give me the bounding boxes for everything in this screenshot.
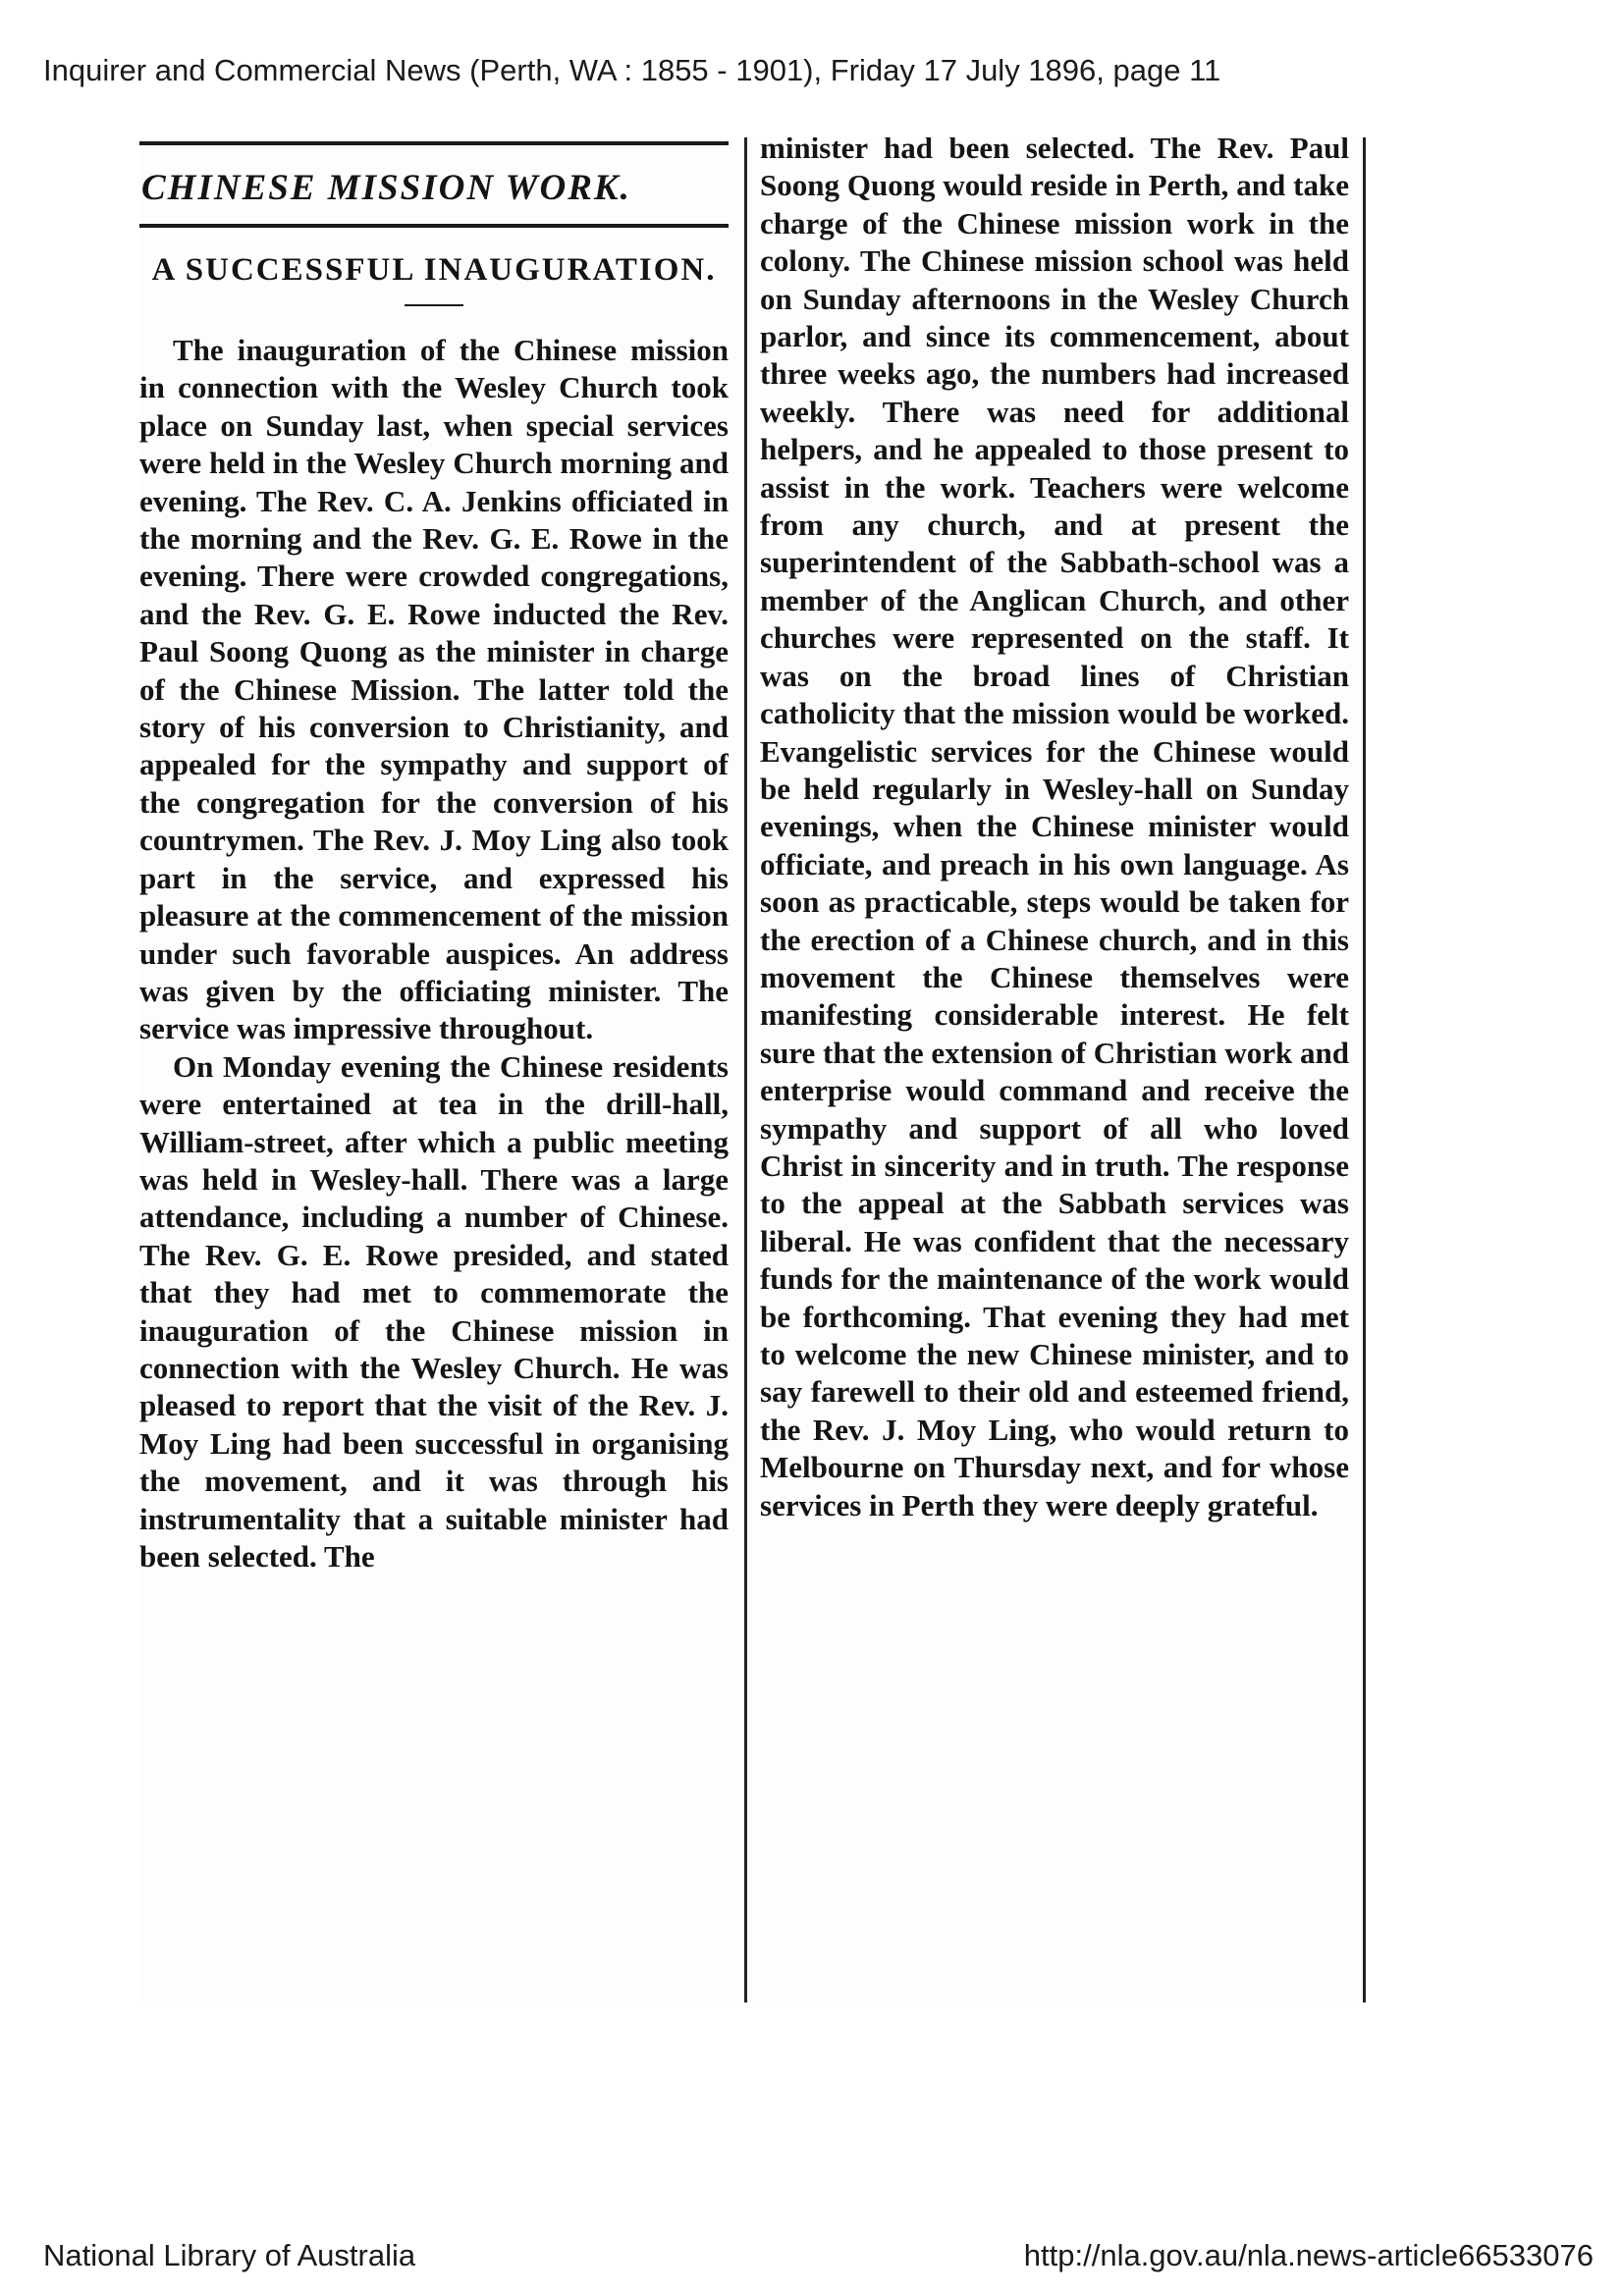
- article-subheadline: A SUCCESSFUL INAUGURATION.: [151, 252, 717, 288]
- article-column-left: [139, 137, 729, 2002]
- page-citation: Inquirer and Commercial News (Perth, WA : 1855 - 1901), Friday 17 July 1896, page 11: [43, 53, 1221, 87]
- article-continuation: minister had been selected. The Rev. Paul Soong Quong would reside in Perth, and take charge of the Chinese mission work in the colony. The Chinese mission school was held on Sunday afternoons in the Wesley Church parlor, and since its commencement, about three weeks ago, the numbers had increased weekly. There was need for additional helpers, and he appealed to those present to assist in the work. Teachers were welcome from any church, and at present the superintendent of the Sabbath-school was a member of the Anglican Church, and other churches were represented on the staff. It was on the broad lines of Christian catholicity that the mission would be worked. Evangelistic services for the Chinese would be held regularly in Wesley-hall on Sunday evenings, when the Chinese minister would officiate, and preach in his own language. As soon as practicable, steps would be taken for the erection of a Chinese church, and in this movement the Chinese themselves were manifesting considerable interest. He felt sure that the extension of Christian work and enterprise would command and receive the sympathy and support of all who loved Christ in sincerity and in truth. The response to the appeal at the Sabbath services was liberal. He was confident that the necessary funds for the maintenance of the work would be forthcoming. That evening they had met to welcome the new Chinese minister, and to say farewell to their old and esteemed friend, the Rev. J. Moy Ling, who would return to Melbourne on Thursday next, and for whose services in Perth they were deeply grateful.: [760, 137, 1349, 1522]
- newspaper-clipping: [139, 137, 1367, 2002]
- article-paragraph: On Monday evening the Chinese residents were entertained at tea in the drill-hall, William-street, after which a public meeting was held in Wesley-hall. There was a large attendance, including a number of Chinese. The Rev. G. E. Rowe presided, and stated that they had met to commemorate the inauguration of the Chinese mission in connection with the Wesley Church. He was pleased to report that the visit of the Rev. J. Moy Ling had been successful in organising the movement, and it was through his instrumentality that a suitable minister had been selected. The: [139, 1048, 729, 1574]
- footer-url[interactable]: http://nla.gov.au/nla.news-article66533076: [1023, 2238, 1594, 2272]
- footer-library: National Library of Australia: [43, 2238, 416, 2272]
- column-border-right: [1363, 137, 1366, 2002]
- top-rule: [139, 141, 729, 145]
- section-dash: [405, 304, 463, 306]
- article-headline: CHINESE MISSION WORK.: [141, 168, 631, 208]
- article-column-right: [760, 137, 1349, 2002]
- article-paragraph: The inauguration of the Chinese mission in connection with the Wesley Church took place on Sunday last, when special services were held in the Wesley Church morning and evening. The Rev. C. A. Jenkins officiated in the morning and the Rev. G. E. Rowe in the evening. There were crowded congregations, and the Rev. G. E. Rowe inducted the Rev. Paul Soong Quong as the minister in charge of the Chinese Mission. The latter told the story of his conversion to Christianity, and appealed for the sympathy and support of the congregation for the conversion of his countrymen. The Rev. J. Moy Ling also took part in the service, and expressed his pleasure at the commencement of the mission under such favorable auspices. An address was given by the officiating minister. The service was impressive throughout.: [139, 333, 729, 1046]
- headline-rule: [139, 224, 729, 228]
- column-divider: [744, 137, 747, 2002]
